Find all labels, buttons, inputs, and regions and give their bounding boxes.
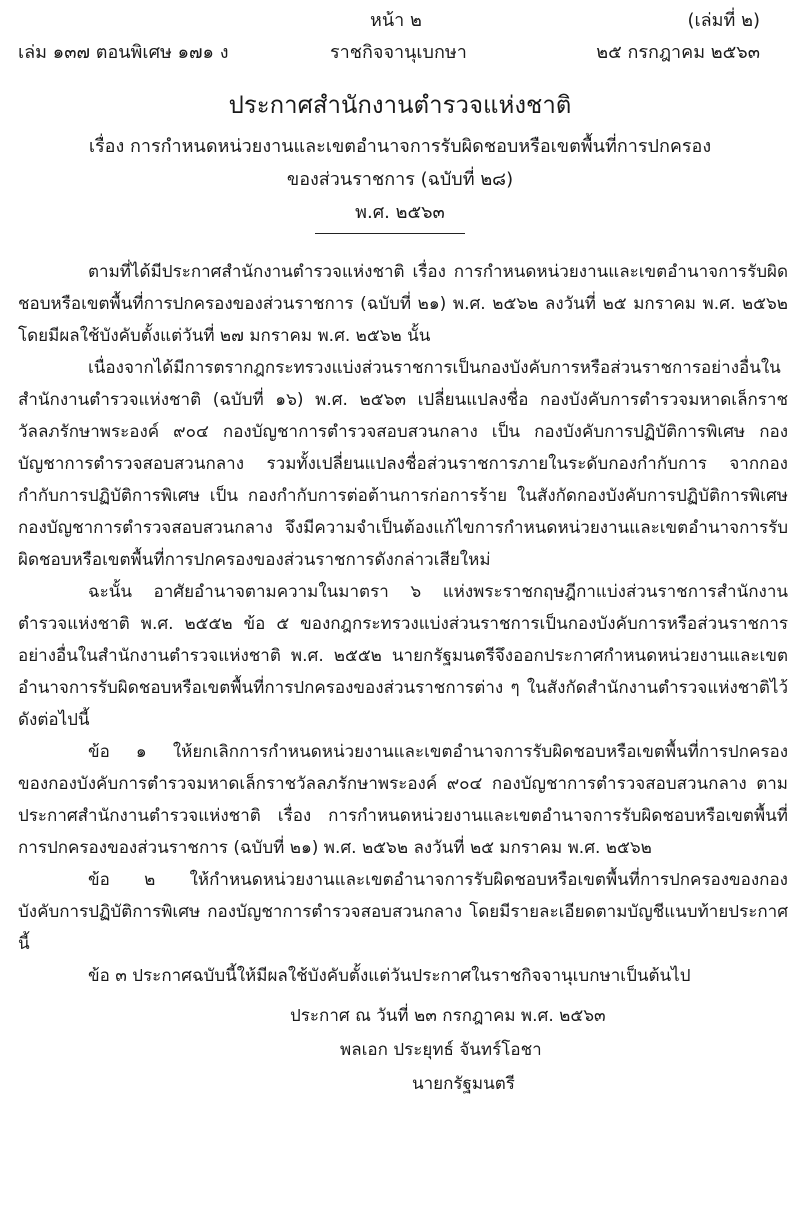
paragraph-authority: ฉะนั้น อาศัยอำนาจตามความในมาตรา ๖ แห่งพระราชกฤษฎีกาแบ่งส่วนราชการสำนักงานตำรวจแห่งชาติ พ.ศ. ๒๕๕๒ ข้อ ๕ ของกฎกระทรวงแบ่งส่วนราชการเป็นกองบังคับการหรือส่วนราชการอย่างอื่นในสำนักงานตำรวจแห่งชาติ พ.ศ. ๒๕๕๒ นายกรัฐมนตรีจึงออกประกาศกำหนดหน่วยงานและเขตอำนาจการรับผิดชอบหรือเขตพื้นที่การปกครองของส่วนราชการต่าง ๆ ในสังกัดสำนักงานตำรวจแห่งชาติไว้ ดังต่อไปนี้ bbox=[18, 582, 788, 730]
subject-line-2: ของส่วนราชการ (ฉบับที่ ๒๘) bbox=[286, 169, 514, 190]
signatory-position: นายกรัฐมนตรี bbox=[412, 1074, 515, 1094]
document-year: พ.ศ. ๒๕๖๓ bbox=[355, 202, 445, 223]
title-divider bbox=[315, 233, 465, 234]
paragraph-preamble: ตามที่ได้มีประกาศสำนักงานตำรวจแห่งชาติ เรื่อง การกำหนดหน่วยงานและเขตอำนาจการรับผิดชอบหรือเขตพื้นที่การปกครองของส่วนราชการ (ฉบับที่ ๒๑) พ.ศ. ๒๕๖๒ ลงวันที่ ๒๕ มกราคม พ.ศ. ๒๕๖๒ โดยมีผลใช้บังคับตั้งแต่วันที่ ๒๗ มกราคม พ.ศ. ๒๕๖๒ นั้น bbox=[18, 262, 788, 346]
announcement-date: ประกาศ ณ วันที่ ๒๓ กรกฎาคม พ.ศ. ๒๕๖๓ bbox=[290, 1006, 606, 1026]
paragraph-reason: เนื่องจากได้มีการตรากฎกระทรวงแบ่งส่วนราชการเป็นกองบังคับการหรือส่วนราชการอย่างอื่นในสำนักงานตำรวจแห่งชาติ (ฉบับที่ ๑๖) พ.ศ. ๒๕๖๓ เปลี่ยนแปลงชื่อ กองบังคับการตำรวจมหาดเล็กราชวัลลภรักษาพระองค์ ๙๐๔ กองบัญชาการตำรวจสอบสวนกลาง เป็น กองบังคับการปฏิบัติการพิเศษ กองบัญชาการตำรวจสอบสวนกลาง รวมทั้งเปลี่ยนแปลงชื่อส่วนราชการภายในระดับกองกำกับการ จากกองกำกับการปฏิบัติการพิเศษ เป็น กองกำกับการต่อต้านการก่อการร้าย ในสังกัดกองบังคับการปฏิบัติการพิเศษ กองบัญชาการตำรวจสอบสวนกลาง จึงมีความจำเป็นต้องแก้ไขการกำหนดหน่วยงานและเขตอำนาจการรับผิดชอบหรือเขตพื้นที่การปกครองของส่วนราชการดังกล่าวเสียใหม่ bbox=[18, 358, 788, 570]
document-body bbox=[18, 256, 788, 992]
clause-2: ข้อ ๒ ให้กำหนดหน่วยงานและเขตอำนาจการรับผิดชอบหรือเขตพื้นที่การปกครองของกองบังคับการปฏิบัติการพิเศษ กองบัญชาการตำรวจสอบสวนกลาง โดยมีรายละเอียดตามบัญชีแนบท้ายประกาศนี้ bbox=[18, 870, 788, 954]
gazette-name: ราชกิจจานุเบกษา bbox=[330, 42, 467, 63]
clause-3: ข้อ ๓ ประกาศฉบับนี้ให้มีผลใช้บังคับตั้งแต่วันประกาศในราชกิจจานุเบกษาเป็นต้นไป bbox=[88, 966, 691, 986]
issue-date: ๒๕ กรกฎาคม ๒๕๖๓ bbox=[596, 42, 760, 63]
issue-number: เล่ม ๑๓๗ ตอนพิเศษ ๑๗๑ ง bbox=[18, 42, 229, 63]
volume-label: (เล่มที่ ๒) bbox=[687, 10, 760, 31]
clause-1: ข้อ ๑ ให้ยกเลิกการกำหนดหน่วยงานและเขตอำนาจการรับผิดชอบหรือเขตพื้นที่การปกครองของกองบังคับการตำรวจมหาดเล็กราชวัลลภรักษาพระองค์ ๙๐๔ กองบัญชาการตำรวจสอบสวนกลาง ตามประกาศสำนักงานตำรวจแห่งชาติ เรื่อง การกำหนดหน่วยงานและเขตอำนาจการรับผิดชอบหรือเขตพื้นที่การปกครองของส่วนราชการ (ฉบับที่ ๒๑) พ.ศ. ๒๕๖๒ ลงวันที่ ๒๕ มกราคม พ.ศ. ๒๕๖๒ bbox=[18, 742, 788, 858]
document-title: ประกาศสำนักงานตำรวจแห่งชาติ bbox=[228, 91, 572, 119]
page-number: หน้า ๒ bbox=[370, 10, 422, 31]
subject-line-1: เรื่อง การกำหนดหน่วยงานและเขตอำนาจการรับผิดชอบหรือเขตพื้นที่การปกครอง bbox=[88, 136, 712, 157]
signatory-name: พลเอก ประยุทธ์ จันทร์โอชา bbox=[340, 1040, 542, 1060]
